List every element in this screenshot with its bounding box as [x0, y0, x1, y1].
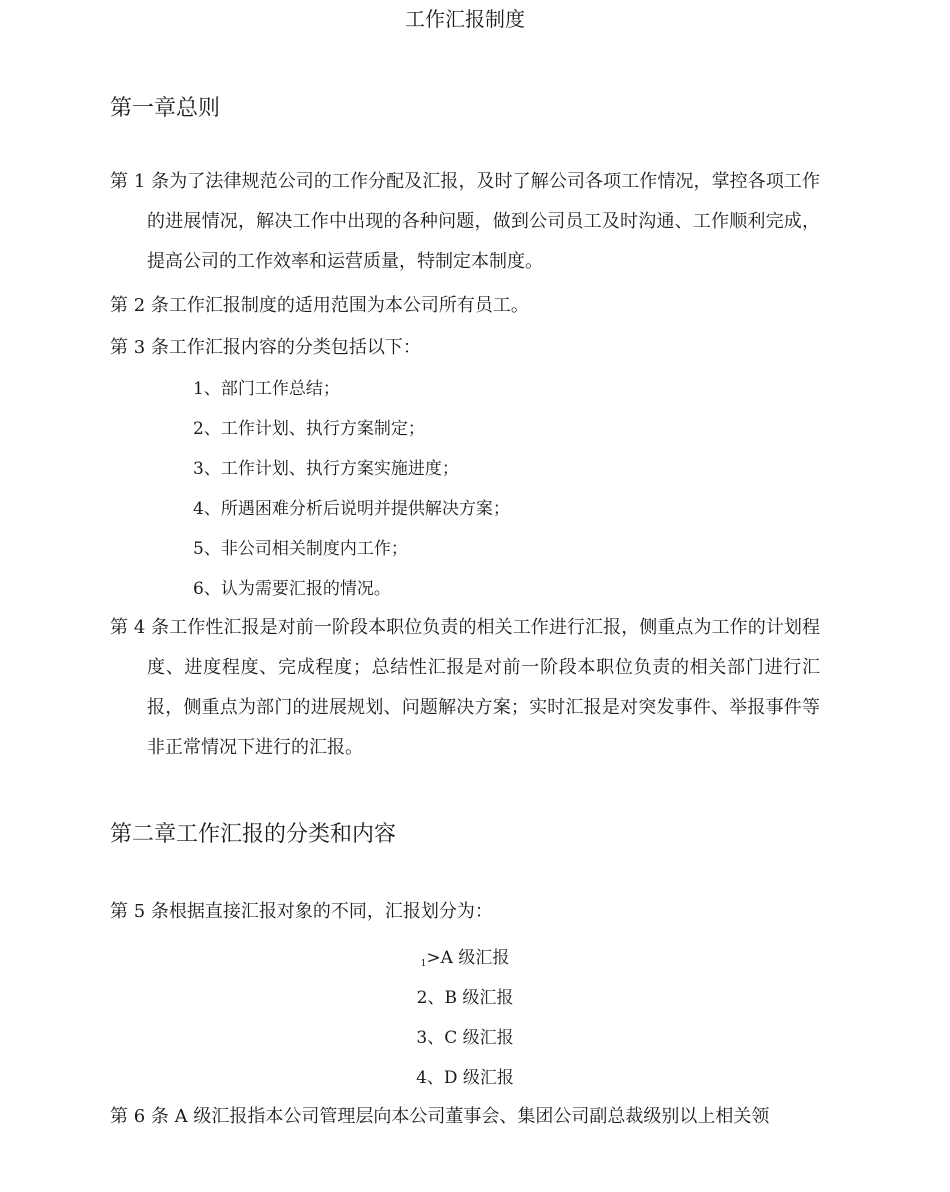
- chapter-2-heading: 第二章工作汇报的分类和内容: [110, 822, 397, 847]
- article-6-text: 第 6 条 A 级汇报指本公司管理层向本公司董事会、集团公司副总裁级别以上相关领: [110, 1106, 770, 1127]
- article-2: [110, 286, 820, 326]
- article-1-text: 第 1 条为了法律规范公司的工作分配及汇报，及时了解公司各项工作情况，掌控各项工作的进展情况，解决工作中出现的各种问题，做到公司员工及时沟通、工作顺利完成，提高公司的工作效率和运营质量，特制定本制度。: [110, 171, 820, 272]
- report-level-d: 4、D 级汇报: [416, 1068, 514, 1088]
- report-level-a: [0, 946, 930, 976]
- chapter-1-heading: 第一章总则: [110, 96, 221, 121]
- article-2-text: 第 2 条工作汇报制度的适用范围为本公司所有员工。: [110, 295, 529, 316]
- content-item-1: 1、部门工作总结；: [193, 379, 340, 399]
- report-level-a-number: 1: [420, 959, 427, 969]
- article-4: [110, 608, 820, 768]
- content-item-6: 6、认为需要汇报的情况。: [193, 579, 391, 599]
- article-5: [110, 892, 820, 932]
- article-1: [110, 162, 820, 282]
- content-item-2: 2、工作计划、执行方案制定；: [193, 419, 425, 439]
- report-level-c: 3、C 级汇报: [416, 1028, 514, 1048]
- content-item-4: 4、所遇困难分析后说明并提供解决方案；: [193, 499, 510, 519]
- article-3-text: 第 3 条工作汇报内容的分类包括以下：: [110, 337, 421, 358]
- content-item-5: 5、非公司相关制度内工作；: [193, 539, 408, 559]
- document-title: 工作汇报制度: [405, 7, 525, 31]
- article-6: [110, 1097, 820, 1137]
- report-level-b: 2、B 级汇报: [416, 988, 514, 1008]
- article-5-text: 第 5 条根据直接汇报对象的不同，汇报划分为：: [110, 901, 493, 922]
- article-3: [110, 328, 820, 368]
- article-4-text: 第 4 条工作性汇报是对前一阶段本职位负责的相关工作进行汇报，侧重点为工作的计划程度、进度程度、完成程度；总结性汇报是对前一阶段本职位负责的相关部门进行汇报，侧重点为部门的进展规划、问题解决方案；实时汇报是对突发事件、举报事件等非正常情况下进行的汇报。: [110, 617, 820, 758]
- report-level-a-label: >A 级汇报: [426, 948, 510, 968]
- content-item-3: 3、工作计划、执行方案实施进度；: [193, 459, 459, 479]
